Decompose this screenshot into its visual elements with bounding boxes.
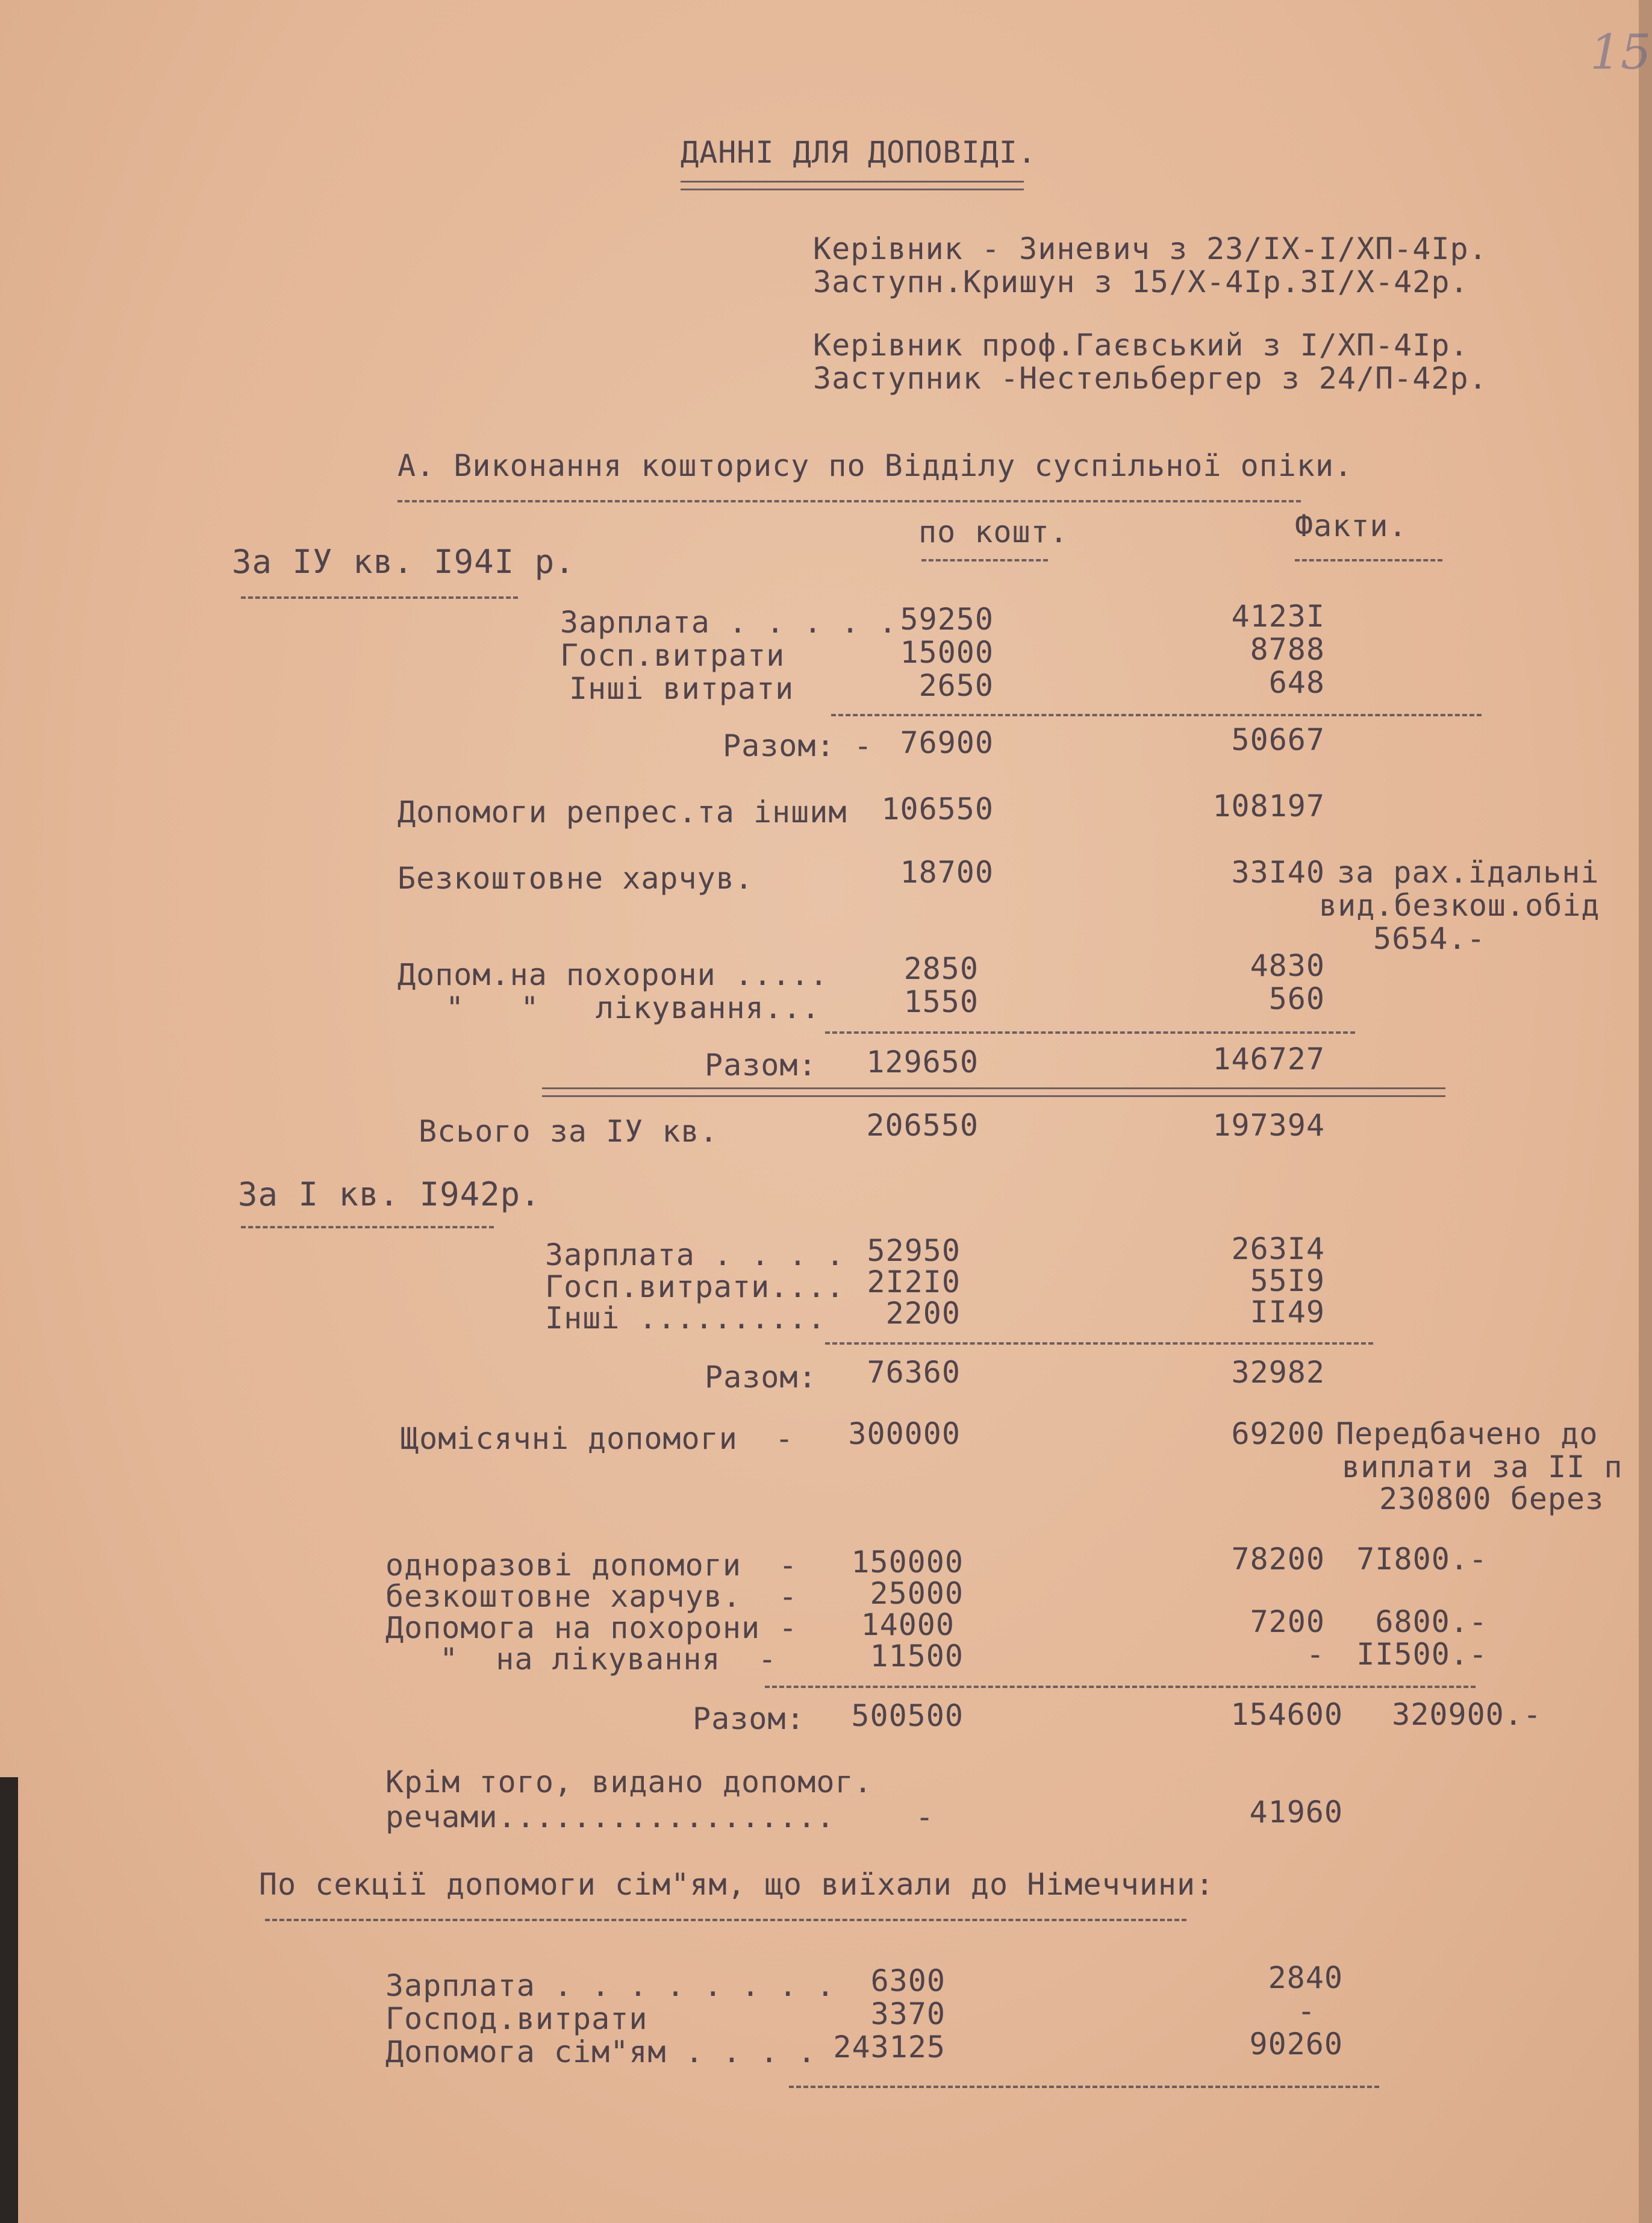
q1-subtotal2-rule [765, 1686, 1476, 1688]
q4-aid-repressed-budget: 106550 [881, 792, 994, 827]
q4-aid-repressed-actual: 108197 [1212, 789, 1325, 824]
q4-subtotal2-actual: 146727 [1212, 1042, 1325, 1077]
q4-salary-actual: 4123І [1231, 599, 1325, 634]
q4-treatment-budget: 1550 [903, 984, 979, 1019]
q4-funeral-label: Допом.на похорони ..... [397, 957, 829, 992]
q1-onetime-aid-budget: 150000 [851, 1545, 964, 1580]
q4-1941-underline [241, 596, 518, 599]
q1-monthly-aid-label: Щомісячні допомоги - [401, 1421, 794, 1456]
germany-salary-label: Зарплата . . . . . . . . [385, 1968, 835, 2003]
page-edge-right [1639, 0, 1652, 2223]
q1-treatment-actual: - [1306, 1637, 1325, 1672]
q1-salary-actual: 263І4 [1231, 1231, 1325, 1266]
q4-total-budget: 206550 [866, 1108, 979, 1143]
q4-other-label: Інші витрати [569, 671, 794, 706]
q1-other-label: Інші .......... [545, 1301, 826, 1336]
q1-monthly-aid-actual: 69200 [1231, 1416, 1325, 1451]
germany-household-budget: 3370 [870, 1996, 946, 2031]
q4-free-food-label: Безкоштовне харчув. [397, 861, 753, 896]
germany-salary-budget: 6300 [870, 1963, 946, 1998]
q1-subtotal2-extra: 320900.- [1392, 1697, 1542, 1732]
q1-monthly-aid-note-2: виплати за ІІ п [1342, 1449, 1623, 1484]
q4-household-budget: 15000 [900, 635, 994, 670]
q1-subtotal2-label: Разом: [693, 1701, 805, 1736]
q1-household-budget: 2І2І0 [867, 1265, 961, 1299]
q1-monthly-aid-note-1: Передбачено до [1336, 1416, 1598, 1451]
q1-1942-underline [241, 1226, 494, 1228]
q4-subtotal1-label: Разом: - [723, 728, 873, 763]
q1-household-actual: 55І9 [1250, 1263, 1325, 1298]
col-budget-underline [921, 559, 1048, 561]
q1-in-kind-line-1: Крім того, видано допомог. [385, 1765, 873, 1799]
q4-treatment-label: " " лікування... [446, 990, 821, 1025]
q1-treatment-budget: 11500 [870, 1639, 964, 1674]
col-actual-underline [1295, 559, 1442, 561]
leader-line-3: Керівник проф.Гаєвський з І/ХП-4Ір. [813, 328, 1469, 363]
q1-subtotal1-label: Разом: [705, 1360, 817, 1395]
germany-family-aid-budget: 243125 [833, 2030, 946, 2065]
q4-total-label: Всього за ІУ кв. [419, 1114, 718, 1149]
germany-household-label: Господ.витрати [385, 2001, 648, 2036]
q1-onetime-aid-actual: 78200 [1231, 1542, 1325, 1577]
q1-household-label: Госп.витрати.... [545, 1269, 845, 1304]
q1-salary-label: Зарплата . . . . [545, 1237, 845, 1272]
leader-line-1: Керівник - Зиневич з 23/ІХ-І/ХП-4Ір. [813, 231, 1488, 266]
q1-free-food-label: безкоштовне харчув. - [385, 1579, 798, 1614]
q4-subtotal1-budget: 76900 [900, 725, 994, 760]
q4-treatment-actual: 560 [1268, 981, 1325, 1016]
q1-funeral-label: Допомога на похорони - [385, 1610, 798, 1645]
q1-treatment-label: " на лікування - [440, 1642, 777, 1677]
q1-funeral-extra: 6800.- [1375, 1604, 1488, 1639]
germany-bottom-rule [789, 2086, 1379, 2088]
col-actual-header: Факти. [1295, 508, 1407, 543]
germany-household-actual: - [1297, 1993, 1316, 2028]
q4-1941-heading: За ІУ кв. І94І р. [232, 543, 575, 581]
q4-free-food-actual: 33І40 [1231, 855, 1325, 890]
q1-in-kind-actual: 41960 [1249, 1795, 1343, 1830]
q1-1942-heading: За І кв. І942р. [238, 1175, 541, 1213]
q1-subtotal2-budget: 500500 [851, 1698, 964, 1733]
q1-onetime-aid-label: одноразові допомоги - [385, 1548, 798, 1583]
q4-other-actual: 648 [1268, 665, 1325, 700]
q1-in-kind-line-2: речами.................. [385, 1799, 835, 1834]
q1-subtotal1-rule [825, 1342, 1373, 1345]
q1-other-budget: 2200 [885, 1296, 961, 1331]
q4-salary-label: Зарплата . . . . . [560, 605, 897, 640]
col-budget-header: по кошт. [918, 514, 1068, 549]
q1-funeral-budget: 14000 [861, 1607, 955, 1642]
q4-subtotal1-rule [831, 714, 1482, 716]
title-underline [681, 181, 1024, 190]
leader-line-4: Заступник -Нестельбергер з 24/П-42р. [813, 361, 1488, 396]
q1-funeral-actual: 7200 [1250, 1604, 1325, 1639]
q4-total-actual: 197394 [1212, 1108, 1325, 1143]
page-edge-left [0, 1777, 18, 2223]
q4-subtotal1-actual: 50667 [1231, 722, 1325, 757]
q4-subtotal2-label: Разом: [705, 1048, 817, 1083]
q1-free-food-budget: 25000 [870, 1576, 964, 1611]
germany-family-aid-actual: 90260 [1249, 2027, 1343, 2062]
q4-free-food-note-2: вид.безкош.обід [1319, 888, 1600, 923]
q4-free-food-note-3: 5654.- [1373, 921, 1486, 956]
q1-monthly-aid-note-3: 230800 берез [1379, 1481, 1604, 1516]
germany-salary-actual: 2840 [1268, 1960, 1343, 1995]
leader-line-2: Заступн.Кришун з 15/Х-4Ір.3І/Х-42р. [813, 264, 1469, 299]
q4-funeral-actual: 4830 [1250, 948, 1325, 983]
page-title: ДАННІ ДЛЯ ДОПОВІДІ. [681, 135, 1036, 170]
q1-other-actual: ІІ49 [1250, 1295, 1325, 1330]
q1-subtotal1-actual: 32982 [1231, 1355, 1325, 1390]
q4-total-double-rule [542, 1087, 1445, 1097]
q4-free-food-budget: 18700 [900, 855, 994, 890]
q1-salary-budget: 52950 [867, 1233, 961, 1268]
q1-monthly-aid-budget: 300000 [848, 1416, 961, 1451]
q4-subtotal2-rule [825, 1031, 1355, 1034]
q1-subtotal2-actual: 154600 [1230, 1697, 1343, 1732]
q1-treatment-extra: ІІ500.- [1356, 1637, 1488, 1672]
q4-other-budget: 2650 [918, 668, 994, 703]
q4-funeral-budget: 2850 [903, 951, 979, 986]
q4-subtotal2-budget: 129650 [866, 1045, 979, 1080]
q4-free-food-note-1: за рах.їдальні [1337, 855, 1600, 890]
q1-subtotal1-budget: 76360 [867, 1355, 961, 1390]
germany-underline [265, 1919, 1186, 1921]
germany-family-aid-label: Допомога сім"ям . . . . [385, 2034, 817, 2069]
section-a-underline [397, 500, 1301, 502]
q4-aid-repressed-label: Допомоги репрес.та іншим [397, 795, 847, 830]
section-a-heading: А. Виконання кошторису по Відділу суспільної опіки. [397, 448, 1353, 483]
q4-household-actual: 8788 [1250, 632, 1325, 667]
germany-heading: По секції допомоги сім"ям, що виїхали до Німеччини: [259, 1867, 1215, 1902]
q4-salary-budget: 59250 [900, 602, 994, 637]
q4-household-label: Госп.витрати [560, 638, 785, 673]
page-number: 15 [1590, 24, 1651, 80]
q1-onetime-aid-extra: 7І800.- [1356, 1542, 1488, 1577]
q1-in-kind-budget: - [915, 1799, 935, 1834]
